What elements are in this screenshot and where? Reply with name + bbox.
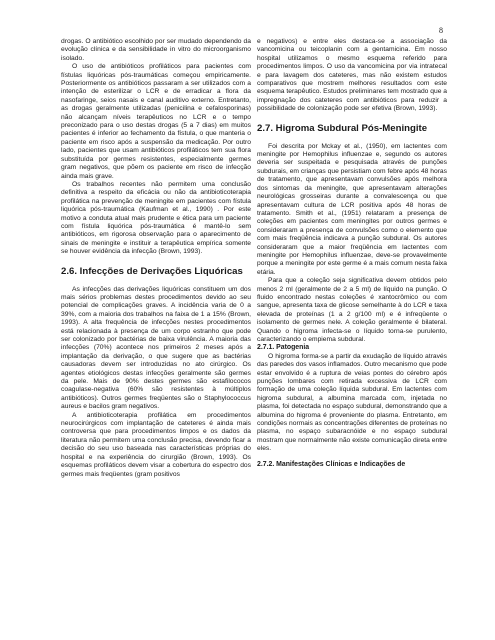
subsection-heading: 2.7.1. Patogenia: [257, 344, 310, 352]
section-heading: 2.7. Higroma Subdural Pós-Meningite: [257, 122, 428, 134]
paragraph: drogas. O antibiótico escolhido por ser mudado dependendo da evolução clínica e da sensibilidade in vitro do microorganismo isolado.: [61, 38, 251, 62]
page-number: 8: [439, 26, 443, 35]
paragraph: As infecções das derivações liquóricas constituem um dos mais sérios problemas destes procedimentos devido ao seu potencial de complicações graves. A incidência varia de 0 a 39%, com a maioria dos trabalhos na faixa de 1 a 15% (Brown, 1993). A alta frequência de infecções nestes procedimentos está relacionada à presença de um corpo estranho que pode ser colonizado por bactérias de baixa virulência. A maioria das infecções (70%) acontece nos primeiros 2 meses após a implantação da derivação, o que sugere que as bactérias causadoras devem ser introduzidas no ato cirúrgico. Os agentes etiológicos destas infecções geralmente são germes da pele. Mais de 90% destes germes são estafilococos coagulase-negativa (60% são resistentes à múltiplos antibióticos). Outros germes freqüentes são o Staphylococcus aureus e bacilos gram negativos.: [61, 285, 251, 411]
subsection-heading: 2.7.2. Manifestações Clínicas e Indicações de: [257, 460, 406, 468]
paragraph: e negativos) e entre eles destaca-se a associação da vancomicina ou teicoplanin com a gentamicina. Em nosso hospital utilizamos o mesmo esquema referido para procedimentos limpos. O uso da vancomicina por via intratecal e para lavagem dos cateteres, mas não existem estudos comparativos que mostrem melhores resultados com este esquema terapêutico. Estudos preliminares tem mostrado que a impregnação dos cateteres com antibióticos para reduzir a possibilidade de colonização pode ser efetiva (Brown, 1993).: [257, 38, 447, 113]
paragraph: Para que a coleção seja significativa devem obtidos pelo menos 2 ml (geralmente de 2 a 5 ml) de líquido na punção. O fluido encontrado nestas coleções é xantocrômico ou com sangue, apresenta taxa de glicose semelhante à do LCR e taxa elevada de proteínas (1 a 2 g/100 ml) e é infreqüente o isolamento de germes nele. A coleção geralmente é bilateral. Quando o higroma infecta-se o líquido torna-se purulento, caracterizando o empiema subdural.: [257, 277, 447, 343]
section-heading: 2.6. Infecções de Derivações Liquóricas: [61, 265, 243, 277]
paragraph: A antibioticoterapia profilática em procedimentos neurocirúrgicos com implantação de cateteres é ainda mais controversa que para procedimentos limpos e os dados da literatura não permitem uma conclusão precisa, devendo ficar a decisão do seu uso baseada nas características próprias do hospital e na experiência do cirurgião (Brown, 1993). Os esquemas profiláticos devem visar a cobertura do espectro dos germes mais freqüentes (gram positivos: [61, 411, 251, 478]
paragraph: Foi descrita por Mckay et al., (1950), em lactentes com meningite por Hemophilus influenzae e, segundo os autores deveria ser suspeitada e pesquisada através de punções subdurais, em crianças que persistiam com febre após 48 horas de tratamento, que apresentavam convulsões após melhora dos sintomas da meningite, que apresentavam alterações neurológicas grosseiras durante a convalescença ou que apresentavam cultura de LCR positiva após 48 horas de tratamento. Smith et al., (1951) relataram a presença de coleções em pacientes com meningites por outros germes e consideraram a presença de convulsões como o elemento que com mais freqüência indicava a punção subdural. Os autores consideraram que a maior freqüência em lactentes com meningite por Hemophilus influenzae, deve-se provavelmente porque a meningite por este germe é a mais comum nesta faixa etária.: [257, 142, 447, 276]
right-column: [257, 38, 447, 469]
paragraph: Os trabalhos recentes não permitem uma conclusão definitiva a respeito da eficácia ou não da antibioticoterapia profilática na prevenção de meningite em pacientes com fístula liquórica pós-traumática (Kaufman et al., 1990) . Por este motivo a conduta atual mais prudente e ética para um paciente com fístula liquórica pós-traumática é mantê-lo sem antibióticos, em rigorosa observação para o aparecimento de sinais de meningite e instituir a terapêutica empírica somente se houver evidência da infecção (Brown, 1993).: [61, 180, 251, 256]
left-column: [61, 38, 251, 479]
paragraph: O higroma forma-se a partir da exudação de líquido através das paredes dos vasos inflamados. Outro mecanismo que pode estar envolvido é a ruptura de veias pontes do cérebro após punções lombares com retirada excessiva de LCR com formação de uma coleção líquida subdural. Em lactentes com higroma subdural, a albumina marcada com, injetada no plasma, foi detectada no espaço subdural, demonstrando que a albumina do higroma é proveniente do plasma. Entretanto, em condições normais as concentrações diferentes de proteínas no plasma, no espaço subaracnóide e no espaço subdural mostram que normalmente não existe comunicação direta entre eles.: [257, 352, 447, 453]
paragraph: O uso de antibióticos profiláticos para pacientes com fístulas liquóricas pós-traumáticas começou empiricamente. Posteriormente os antibióticos passaram a ser utilizados com a intenção de esterilizar o LCR e de erradicar a flora da nasofaringe, seios nasais e canal auditivo externo. Entretanto, as drogas geralmente utilizadas (penicilina e cefalosporinas) não alcançam níveis terapêuticos no LCR e o tempo preconizado para o uso destas drogas (5 a 7 dias) em muitos pacientes é inferior ao fechamento da fístula, o que manteria o paciente em risco após a suspensão da medicação. Por outro lado, pacientes que usam antibióticos profiláticos tem sua flora substituída por germes resistentes, especialmente germes gram negativos, que põem os paciente em risco de infecção ainda mais grave.: [61, 63, 251, 180]
